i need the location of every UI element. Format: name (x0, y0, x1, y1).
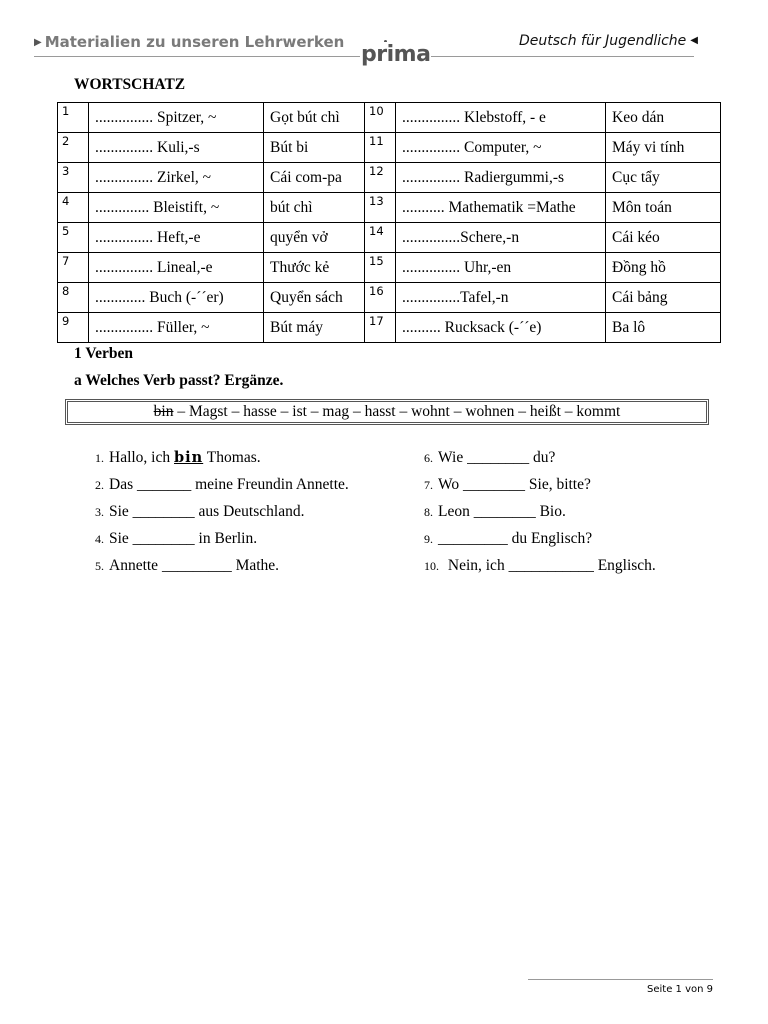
vocab-table (57, 102, 721, 343)
vocab-number: 14 (365, 223, 396, 253)
example-answer: bin (174, 449, 204, 466)
word-box (65, 399, 709, 425)
vocab-vietnamese: Máy vi tính (606, 133, 721, 163)
triangle-right-icon: ▶ (34, 37, 42, 48)
vocab-row (58, 313, 721, 343)
header-left-text: Materialien zu unseren Lehrwerken (44, 33, 345, 51)
vocab-vietnamese: Thước kẻ (264, 253, 365, 283)
vocab-vietnamese: Đồng hồ (606, 253, 721, 283)
vocab-title: WORTSCHATZ (74, 76, 186, 93)
vocab-row (58, 193, 721, 223)
vocab-vietnamese: Ba lô (606, 313, 721, 343)
word-list: – Magst – hasse – ist – mag – hasst – wohnt – wohnen – heißt – kommt (173, 403, 621, 420)
vocab-vietnamese: Cái com-pa (264, 163, 365, 193)
exercise-number: 9. (424, 532, 433, 546)
exercise-number: 4. (95, 532, 104, 546)
exercise-text: Sie ________ aus Deutschland. (109, 503, 305, 520)
vocab-vietnamese: Cái bảng (606, 283, 721, 313)
vocab-german: ............... Lineal,-e (89, 253, 264, 283)
exercise-text: Thomas. (203, 449, 261, 466)
exercise-text: Das _______ meine Freundin Annette. (109, 476, 349, 493)
exercise-text: Nein, ich ___________ Englisch. (444, 557, 656, 574)
exercise-item (95, 530, 257, 548)
vocab-vietnamese: Quyển sách (264, 283, 365, 313)
vocab-number: 5 (58, 223, 89, 253)
vocab-german: ............... Computer, ~ (396, 133, 606, 163)
vocab-german: .......... Rucksack (-´´e) (396, 313, 606, 343)
vocab-row (58, 223, 721, 253)
vocab-vietnamese: Cái kéo (606, 223, 721, 253)
vocab-row (58, 163, 721, 193)
vocab-row (58, 253, 721, 283)
header-left (34, 33, 344, 51)
exercise-text: Hallo, ich (109, 449, 174, 466)
exercise-number: 10. (424, 559, 439, 573)
exercise-number: 7. (424, 478, 433, 492)
exercise-number: 1. (95, 451, 104, 465)
vocab-vietnamese: Gọt bút chì (264, 103, 365, 133)
task-instruction: a Welches Verb passt? Ergänze. (74, 372, 284, 389)
vocab-row (58, 133, 721, 163)
section-title: 1 Verben (74, 345, 133, 362)
vocab-number: 1 (58, 103, 89, 133)
vocab-german: ............... Spitzer, ~ (89, 103, 264, 133)
vocab-number: 12 (365, 163, 396, 193)
exercise-item (95, 503, 304, 521)
exercise-number: 6. (424, 451, 433, 465)
page-header (34, 30, 698, 70)
vocab-number: 3 (58, 163, 89, 193)
vocab-number: 7 (58, 253, 89, 283)
vocab-vietnamese: Cục tẩy (606, 163, 721, 193)
vocab-number: 2 (58, 133, 89, 163)
exercise-text: Wie ________ du? (438, 449, 556, 466)
vocab-row (58, 283, 721, 313)
exercise-item (424, 476, 591, 494)
vocab-vietnamese: quyển vở (264, 223, 365, 253)
vocab-german: ...............Tafel,-n (396, 283, 606, 313)
vocab-german: ...............Schere,-n (396, 223, 606, 253)
vocab-vietnamese: bút chì (264, 193, 365, 223)
vocab-german: ............... Kuli,-s (89, 133, 264, 163)
exercise-text: Annette _________ Mathe. (109, 557, 280, 574)
exercise-item (95, 557, 279, 575)
vocab-vietnamese: Bút bi (264, 133, 365, 163)
vocab-german: ............... Heft,-e (89, 223, 264, 253)
vocab-german: ............. Buch (-´´er) (89, 283, 264, 313)
vocab-number: 10 (365, 103, 396, 133)
exercise-text: Sie ________ in Berlin. (109, 530, 258, 547)
vocab-vietnamese: Keo dán (606, 103, 721, 133)
vocab-vietnamese: Bút máy (264, 313, 365, 343)
header-right (519, 33, 698, 49)
header-right-text: Deutsch für Jugendliche (518, 33, 687, 49)
struck-word: bin (153, 403, 174, 420)
vocab-german: ............... Füller, ~ (89, 313, 264, 343)
vocab-number: 17 (365, 313, 396, 343)
footer-rule (528, 979, 713, 980)
exercise-item (424, 557, 656, 575)
vocab-german: ............... Zirkel, ~ (89, 163, 264, 193)
exercise-item (424, 503, 566, 521)
exercise-text: Leon ________ Bio. (438, 503, 566, 520)
vocab-number: 9 (58, 313, 89, 343)
exercise-item (424, 449, 555, 467)
vocab-number: 13 (365, 193, 396, 223)
vocab-german: ............... Uhr,-en (396, 253, 606, 283)
vocab-number: 11 (365, 133, 396, 163)
exercise-text: _________ du Englisch? (438, 530, 593, 547)
brand-logo: prima (361, 42, 431, 67)
vocab-german: ........... Mathematik =Mathe (396, 193, 606, 223)
exercise-number: 3. (95, 505, 104, 519)
vocab-german: ............... Klebstoff, - e (396, 103, 606, 133)
exercise-number: 5. (95, 559, 104, 573)
vocab-vietnamese: Môn toán (606, 193, 721, 223)
triangle-left-icon: ◀ (690, 35, 698, 46)
exercise-item (424, 530, 592, 548)
vocab-number: 15 (365, 253, 396, 283)
exercise-number: 2. (95, 478, 104, 492)
exercise-item (95, 449, 261, 467)
vocab-german: ............... Radiergummi,-s (396, 163, 606, 193)
vocab-number: 4 (58, 193, 89, 223)
vocab-number: 16 (365, 283, 396, 313)
page-number: Seite 1 von 9 (647, 984, 713, 995)
vocab-number: 8 (58, 283, 89, 313)
exercise-item (95, 476, 349, 494)
exercise-text: Wo ________ Sie, bitte? (438, 476, 591, 493)
exercise-number: 8. (424, 505, 433, 519)
vocab-german: .............. Bleistift, ~ (89, 193, 264, 223)
vocab-row (58, 103, 721, 133)
